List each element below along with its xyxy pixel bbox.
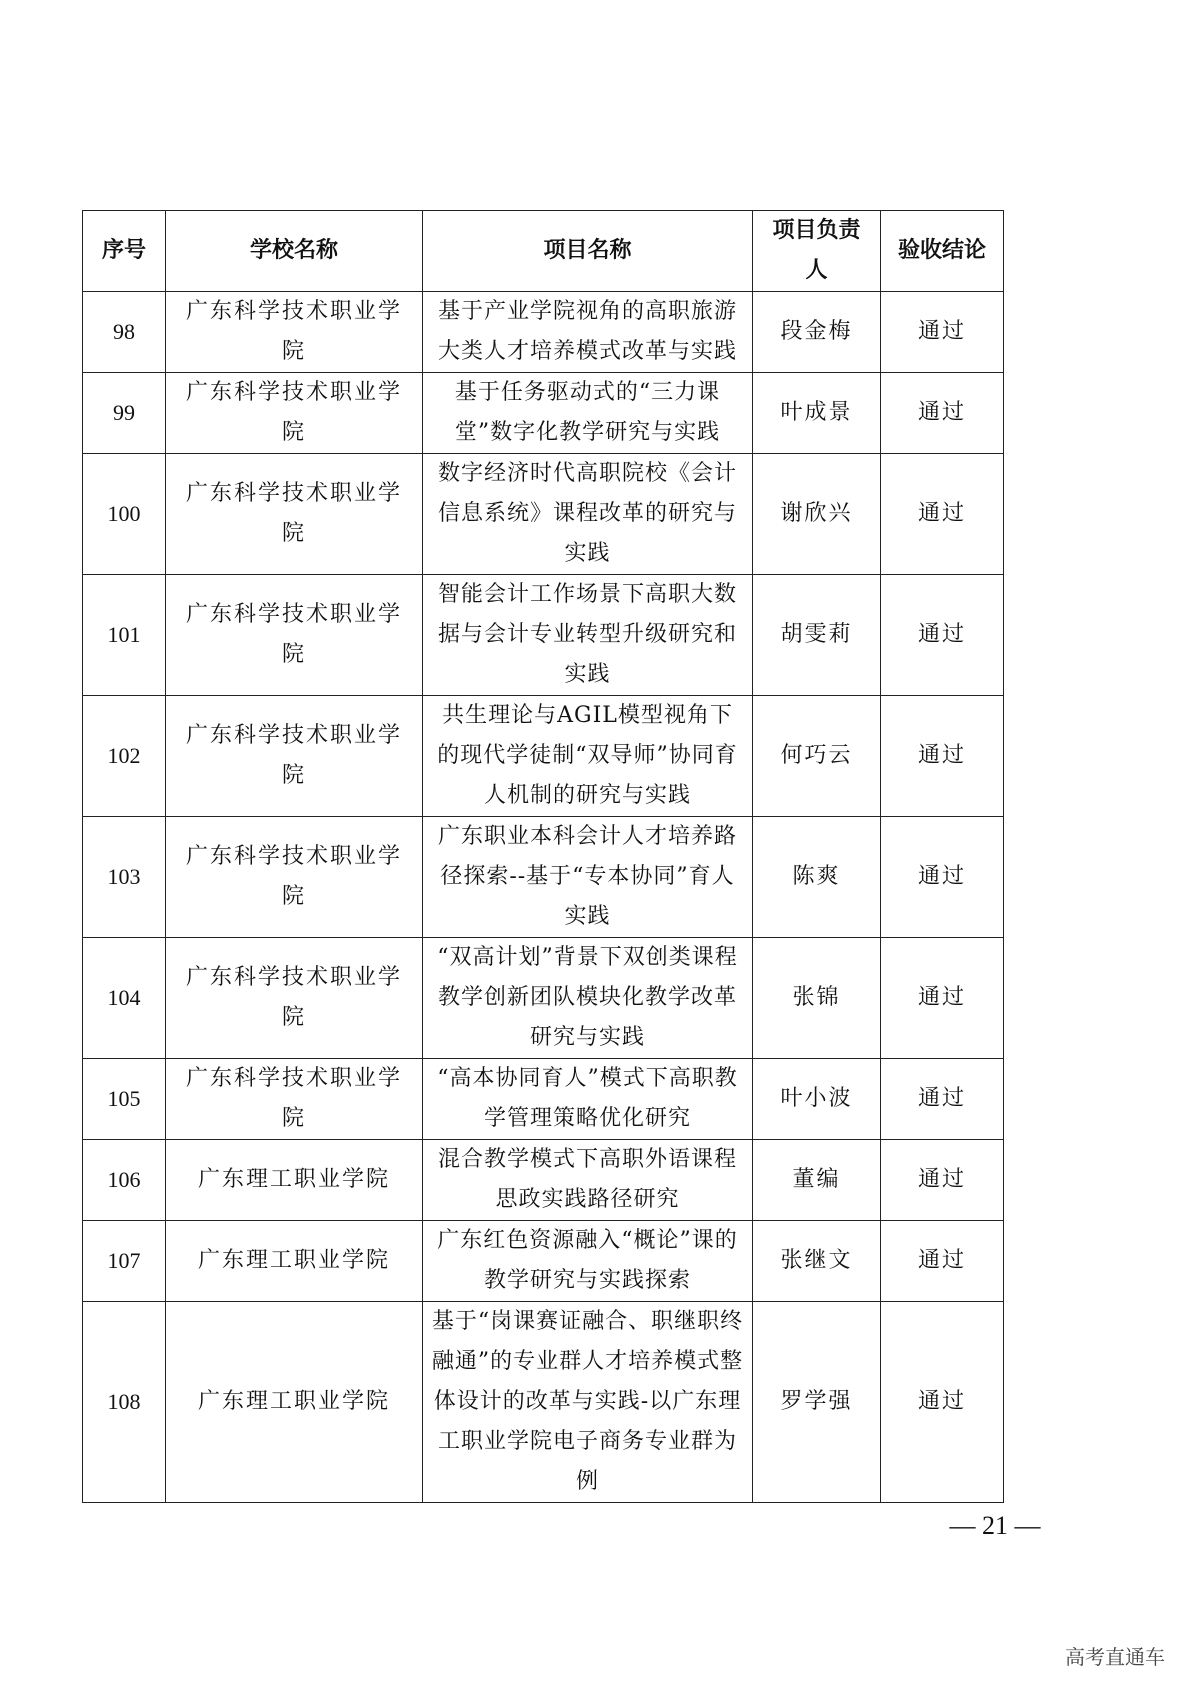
row-project: 广东红色资源融入“概论”课的教学研究与实践探索	[423, 1221, 753, 1302]
row-leader: 张继文	[753, 1221, 881, 1302]
table-row	[83, 454, 1004, 575]
row-index: 102	[83, 696, 166, 817]
row-leader: 谢欣兴	[753, 454, 881, 575]
table-row	[83, 373, 1004, 454]
row-result: 通过	[881, 292, 1004, 373]
row-index: 104	[83, 938, 166, 1059]
row-result: 通过	[881, 454, 1004, 575]
row-project: 智能会计工作场景下高职大数据与会计专业转型升级研究和实践	[423, 575, 753, 696]
row-result: 通过	[881, 373, 1004, 454]
row-school: 广东科学技术职业学院	[166, 454, 423, 575]
acceptance-results-table	[82, 210, 1004, 1503]
header-school: 学校名称	[166, 211, 423, 292]
row-leader: 胡雯莉	[753, 575, 881, 696]
header-project: 项目名称	[423, 211, 753, 292]
row-index: 105	[83, 1059, 166, 1140]
row-index: 108	[83, 1302, 166, 1503]
row-index: 100	[83, 454, 166, 575]
table-body	[83, 292, 1004, 1503]
header-leader: 项目负责人	[753, 211, 881, 292]
row-index: 103	[83, 817, 166, 938]
row-project: 基于任务驱动式的“三力课堂”数字化教学研究与实践	[423, 373, 753, 454]
header-result: 验收结论	[881, 211, 1004, 292]
row-leader: 张锦	[753, 938, 881, 1059]
row-index: 106	[83, 1140, 166, 1221]
row-result: 通过	[881, 1221, 1004, 1302]
row-project: 数字经济时代高职院校《会计信息系统》课程改革的研究与实践	[423, 454, 753, 575]
table-row	[83, 1221, 1004, 1302]
table-row	[83, 938, 1004, 1059]
row-school: 广东科学技术职业学院	[166, 575, 423, 696]
row-leader: 何巧云	[753, 696, 881, 817]
page-number: — 21 —	[949, 1511, 1041, 1540]
table-header-row	[83, 211, 1004, 292]
table-row	[83, 696, 1004, 817]
row-project: 广东职业本科会计人才培养路径探索--基于“专本协同”育人实践	[423, 817, 753, 938]
row-school: 广东科学技术职业学院	[166, 817, 423, 938]
row-leader: 董编	[753, 1140, 881, 1221]
row-leader: 陈爽	[753, 817, 881, 938]
row-index: 107	[83, 1221, 166, 1302]
row-school: 广东科学技术职业学院	[166, 938, 423, 1059]
row-project: 基于“岗课赛证融合、职继职终融通”的专业群人才培养模式整体设计的改革与实践-以广东理工职业学院电子商务专业群为例	[423, 1302, 753, 1503]
row-result: 通过	[881, 1140, 1004, 1221]
row-school: 广东理工职业学院	[166, 1302, 423, 1503]
row-school: 广东科学技术职业学院	[166, 292, 423, 373]
row-result: 通过	[881, 575, 1004, 696]
row-school: 广东理工职业学院	[166, 1221, 423, 1302]
row-result: 通过	[881, 1302, 1004, 1503]
table-row	[83, 1302, 1004, 1503]
source-watermark: 高考直通车	[1065, 1645, 1165, 1669]
row-school: 广东理工职业学院	[166, 1140, 423, 1221]
table-row	[83, 817, 1004, 938]
table-row	[83, 292, 1004, 373]
header-index: 序号	[83, 211, 166, 292]
row-leader: 叶小波	[753, 1059, 881, 1140]
row-index: 99	[83, 373, 166, 454]
table-row	[83, 1140, 1004, 1221]
row-result: 通过	[881, 696, 1004, 817]
row-leader: 段金梅	[753, 292, 881, 373]
row-leader: 罗学强	[753, 1302, 881, 1503]
row-leader: 叶成景	[753, 373, 881, 454]
row-result: 通过	[881, 817, 1004, 938]
row-school: 广东科学技术职业学院	[166, 696, 423, 817]
row-index: 98	[83, 292, 166, 373]
row-school: 广东科学技术职业学院	[166, 1059, 423, 1140]
row-project: 共生理论与AGIL模型视角下的现代学徒制“双导师”协同育人机制的研究与实践	[423, 696, 753, 817]
row-project: “高本协同育人”模式下高职教学管理策略优化研究	[423, 1059, 753, 1140]
row-project: “双高计划”背景下双创类课程教学创新团队模块化教学改革研究与实践	[423, 938, 753, 1059]
row-project: 混合教学模式下高职外语课程思政实践路径研究	[423, 1140, 753, 1221]
row-project: 基于产业学院视角的高职旅游大类人才培养模式改革与实践	[423, 292, 753, 373]
table-row	[83, 1059, 1004, 1140]
row-result: 通过	[881, 938, 1004, 1059]
row-result: 通过	[881, 1059, 1004, 1140]
table-row	[83, 575, 1004, 696]
row-school: 广东科学技术职业学院	[166, 373, 423, 454]
row-index: 101	[83, 575, 166, 696]
